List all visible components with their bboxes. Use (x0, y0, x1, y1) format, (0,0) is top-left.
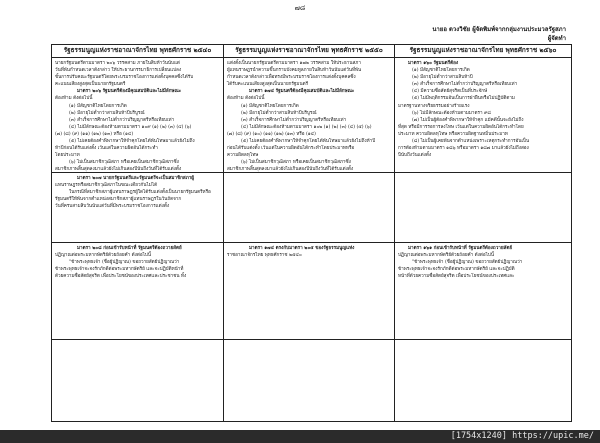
section-heading: มาตรา ๑๗๔ รัฐมนตรีต้องมีคุณสมบัติและไม่มีลักษณะ (249, 89, 355, 95)
cell-r2-c1 (224, 243, 395, 340)
text-line: ได้รับคะแนนเสียงสูงสุดเป็นนายกรัฐมนตรี (227, 82, 309, 88)
text-line: ต้องห้าม ดังต่อไปนี้ (55, 96, 93, 102)
paragraph-line: (๖) ไม่เป็นสมาชิกวุฒิสภา หรือเคยเป็นสมาชิกวุฒิสภาซึ่ง (241, 160, 351, 166)
page-number: ๗๘ (294, 4, 306, 12)
cell-r3-c2 (395, 340, 571, 421)
text-line: หน้าที่ด้วยความซื่อสัตย์สุจริต เพื่อประโยชน์ของประเทศและ (398, 274, 515, 280)
paragraph-line: (๓) สำเร็จการศึกษาไม่ต่ำกว่าปริญญาตรีหรือเทียบเท่า (241, 117, 347, 123)
text-line: สมาชิกภาพสิ้นสุดลงมาแล้วยังไม่เกินสองปีนับถึงวันที่ได้รับแต่งตั้ง (55, 167, 182, 173)
section-heading: มาตรา ๑๖๑ ก่อนเข้ารับหน้าที่ รัฐมนตรีต้องถวายสัตย์ (408, 246, 513, 251)
text-line: ผู้แทนราษฎรนำความขึ้นกราบบังคมทูลภายในสิบห้าวันนับแต่วันที่พ้น (227, 68, 362, 74)
text-line: ปฏิญาณต่อพระมหากษัตริย์ด้วยถ้อยคำ ดังต่อไปนี้ (55, 253, 151, 259)
text-line: นายกรัฐมนตรีตามมาตรา ๒๐๖ วรรคสาม ภายในสิบห้าวันนับแต่ (55, 61, 180, 66)
column-header-2550: รัฐธรรมนูญแห่งราชอาณาจักรไทย พุทธศักราช ๒๕๕๐ (224, 45, 395, 58)
text-line: ต้องห้าม ดังต่อไปนี้ (227, 96, 265, 102)
paragraph-line: (๕) ไม่เคยต้องคำพิพากษาให้จำคุกโดยได้พ้นโทษมาแล้วยังไม่ถึง (69, 139, 195, 145)
text-line: วันที่ครบสามสิบวันนับแต่วันที่มีพระบรมราชโองการแต่งตั้ง (55, 204, 170, 210)
text-line: กำหนดเวลาดังกล่าวเพื่อทรงมีพระบรมราชโองการแต่งตั้งบุคคลซึ่ง (227, 75, 356, 81)
paragraph-line: (๓) สำเร็จการศึกษาไม่ต่ำกว่าปริญญาตรีหรือเทียบเท่า (69, 117, 175, 123)
text-line: โดยประมาท (55, 153, 80, 159)
text-line: (๗) (๘) (๙) (๑๐) (๑๑) (๑๒) (๑๓) หรือ (๑๔) (227, 131, 316, 137)
paragraph-line: ในกรณีที่สมาชิกสภาผู้แทนราษฎรผู้ใดได้รับแต่งตั้งเป็นนายกรัฐมนตรีหรือ (69, 190, 211, 196)
paragraph-line: (๕) ไม่เคยต้องคำพิพากษาให้จำคุกโดยได้พ้นโทษมาแล้วยังไม่ถึงห้าปี (241, 139, 376, 145)
section-heading: มาตรา ๒๐๘ ก่อนเข้ารับหน้าที่ รัฐมนตรีต้องถวายสัตย์ (77, 246, 182, 251)
text-line: ปีนับถึงวันแต่งตั้ง (398, 153, 432, 159)
text-line: ข้าพระพุทธเจ้าจะจงรักภักดีต่อพระมหากษัตริย์ และจะปฏิบัติ (398, 267, 515, 273)
text-line: ความผิดลหุโทษ (227, 153, 259, 159)
paragraph-line: (๒) มีอายุไม่ต่ำกว่าสามสิบห้าปีบริบูรณ์ (69, 110, 145, 116)
paragraph-line: (๕) ไม่มีพฤติกรรมอันเป็นการฝ่าฝืนหรือไม่ปฏิบัติตาม (412, 96, 515, 102)
section-heading: มาตรา ๒๐๗ นายกรัฐมนตรีและรัฐมนตรีจะเป็นสมาชิกสภาผู้ (77, 176, 194, 181)
text-line: ที่สุด หรือมีการรอการลงโทษ เว้นแต่ในความผิดอันได้กระทำโดย (398, 124, 524, 130)
paragraph-line: (๒) มีอายุไม่ต่ำกว่าสามสิบห้าปี (412, 75, 473, 81)
cell-r2-c2 (395, 243, 571, 340)
paragraph-line: (๔) ไม่มีลักษณะต้องห้ามตามมาตรา ๑๐๙ (๑) (๒) (๓) (๔) (๖) (69, 124, 192, 130)
text-line: ข้าพระพุทธเจ้าจะจงรักภักดีต่อพระมหากษัตริย์ และจะปฏิบัติหน้าที่ (55, 267, 184, 273)
column-header-2560: รัฐธรรมนูญแห่งราชอาณาจักรไทย พุทธศักราช ๒๕๖๐ (395, 45, 571, 58)
paragraph-line: (๖) ไม่มีลักษณะต้องห้ามตามมาตรา ๙๘ (412, 110, 491, 116)
text-line: ก่อนได้รับแต่งตั้ง เว้นแต่ในความผิดอันได้กระทำโดยประมาทหรือ (227, 146, 355, 152)
text-line: ห้าปีก่อนได้รับแต่งตั้ง เว้นแต่ในความผิดอันได้กระทำ (55, 146, 158, 152)
text-line: การต้องห้ามตามมาตรา ๑๘๖ หรือมาตรา ๑๘๗ มาแล้วยังไม่ถึงสอง (398, 146, 529, 152)
text-line: วันที่พ้นกำหนดเวลาดังกล่าว ให้ประธานกรรมาธิการเปลี่ยนแปลง (55, 68, 182, 74)
paragraph-line: (๘) ไม่เป็นผู้เคยพ้นจากตำแหน่งเพราะเหตุกระทำการอันเป็น (412, 139, 530, 145)
author-credit (432, 25, 566, 43)
author-role: ผู้จัดทำ (547, 35, 566, 42)
cell-r0-c0 (52, 58, 224, 173)
cell-r0-c1 (224, 58, 395, 173)
paragraph-line: (๑) มีสัญชาติไทยโดยการเกิด (412, 68, 470, 74)
section-heading: มาตรา ๒๐๖ รัฐมนตรีต้องมีคุณสมบัติและไม่มีลักษณะ (77, 89, 182, 95)
text-line: มาตรฐานทางจริยธรรมอย่างร้ายแรง (398, 103, 470, 109)
paragraph-line: "ข้าพระพุทธเจ้า (ชื่อผู้ปฏิญาณ) ขอถวายสัตย์ปฏิญาณว่า (69, 260, 180, 266)
text-line: (๗) (๘) (๙) (๑๑) (๑๒) (๑๓) หรือ (๑๔) (55, 131, 134, 137)
column-header-2540: รัฐธรรมนูญแห่งราชอาณาจักรไทย พุทธศักราช ๒๕๔๐ (52, 45, 224, 58)
cell-r3-c0 (52, 340, 224, 421)
paragraph-line: (๓) สำเร็จการศึกษาไม่ต่ำกว่าปริญญาตรีหรือเทียบเท่า (412, 82, 518, 88)
text-line: ปฏิญาณต่อพระมหากษัตริย์ด้วยถ้อยคำ ดังต่อไปนี้ (398, 253, 494, 259)
paragraph-line: (๔) มีความซื่อสัตย์สุจริตเป็นที่ประจักษ์ (412, 89, 488, 95)
paragraph-line: (๒) มีอายุไม่ต่ำกว่าสามสิบห้าปีบริบูรณ์ (241, 110, 317, 116)
paragraph-line: (๑) มีสัญชาติไทยโดยการเกิด (241, 103, 299, 109)
cell-r1-c0 (52, 173, 224, 243)
cell-r1-c2 (395, 173, 571, 243)
text-line: แทนราษฎรหรือสมาชิกวุฒิสภาในขณะเดียวกันไม่ได้ (55, 183, 158, 189)
cell-r3-c1 (224, 340, 395, 421)
text-line: แต่งตั้งเป็นนายกรัฐมนตรีตามมาตรา ๑๗๒ วรรคสาม ให้ประธานสภา (227, 61, 361, 66)
text-line: ราชอาณาจักรไทย พุทธศักราช ๒๕๔๐ (227, 253, 302, 259)
text-line: ด้วยความซื่อสัตย์สุจริต เพื่อประโยชน์ของประเทศและประชาชน ทั้ง (55, 274, 187, 280)
text-line: รัฐมนตรีให้พ้นจากตำแหน่งสมาชิกสภาผู้แทนราษฎรในวันถัดจาก (55, 197, 182, 203)
section-heading: มาตรา ๑๗๔ ตรงกับมาตรา ๒๐๕ ของรัฐธรรมนูญแห่ง (249, 246, 355, 251)
section-heading: มาตรา ๑๖๐ รัฐมนตรีต้อง (408, 61, 459, 66)
text-line: คะแนนเสียงสูงสุดเป็นนายกรัฐมนตรี (55, 82, 126, 88)
cell-r1-c1 (224, 173, 395, 243)
paragraph-line: (๖) ไม่เป็นสมาชิกวุฒิสภา หรือเคยเป็นสมาชิกวุฒิสภาซึ่ง (69, 160, 179, 166)
cell-r0-c2 (395, 58, 571, 173)
text-line: สมาชิกภาพสิ้นสุดลงมาแล้วยังไม่เกินสองปีนับถึงวันที่ได้รับแต่งตั้ง (227, 167, 354, 173)
paragraph-line: (๗) ไม่เป็นผู้ต้องคำพิพากษาให้จำคุก แม้คดีนั้นจะยังไม่ถึง (412, 117, 524, 123)
author-name: นายอ ดวงวิชัย ผู้จัดพิมพ์จากกลุ่มงานประมวลรัฐสภา (432, 26, 566, 33)
paragraph-line: (๔) ไม่มีลักษณะต้องห้ามตามมาตรา ๑๐๒ (๑) (๒) (๓) (๔) (๕) (๖) (241, 124, 372, 130)
text-line: ประมาท ความผิดลหุโทษ หรือความผิดฐานหมิ่นประมาท (398, 131, 508, 137)
paragraph-line: (๑) มีสัญชาติไทยโดยการเกิด (69, 103, 127, 109)
comparison-table (51, 44, 572, 422)
cell-r2-c0 (52, 243, 224, 340)
text-line: ขั้นการปรับคณะรัฐมนตรีโดยพระบรมราชโองการแต่งตั้งบุคคลซึ่งได้รับ (55, 75, 194, 81)
upload-watermark: [1754x1240] https://upic.me/ (0, 430, 600, 443)
paragraph-line: "ข้าพระพุทธเจ้า (ชื่อผู้ปฏิญาณ) ขอถวายสัตย์ปฏิญาณว่า (412, 260, 523, 266)
